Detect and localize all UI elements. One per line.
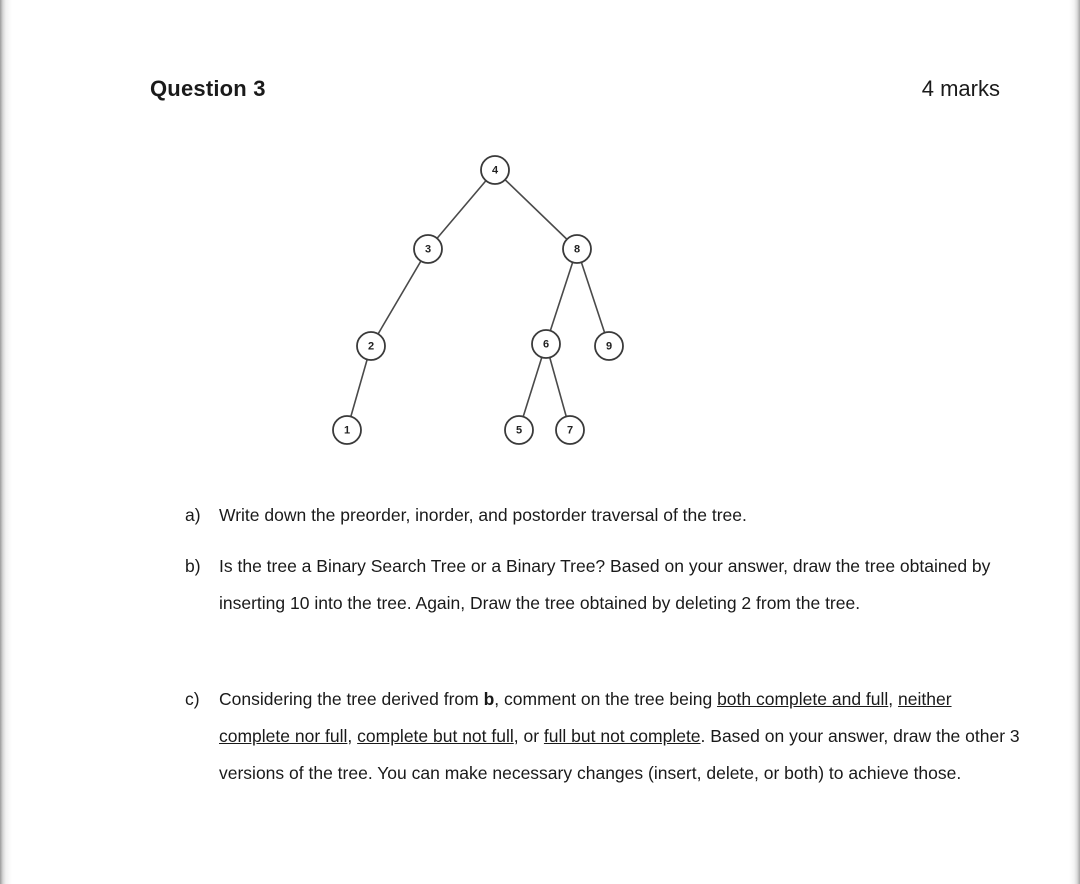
tree-node-2 <box>357 332 385 360</box>
part-c-sep-2: , <box>347 726 358 746</box>
tree-node-9 <box>595 332 623 360</box>
tree-edge-8-9 <box>577 249 609 346</box>
option-full-but-not-complete: full but not complete <box>543 726 701 746</box>
option-both-complete-and-full: both complete and full <box>717 689 889 709</box>
tree-node-label: 6 <box>542 338 550 351</box>
tree-node-label: 8 <box>573 243 581 256</box>
part-b-letter: b) <box>185 556 201 576</box>
part-c-ref-b: b <box>483 689 495 709</box>
part-a-letter: a) <box>185 505 201 525</box>
tree-node-label: 4 <box>491 164 499 177</box>
tree-node-8 <box>563 235 591 263</box>
tree-node-3 <box>414 235 442 263</box>
tree-edge-4-3 <box>428 170 495 249</box>
tree-node-1 <box>333 416 361 444</box>
tree-node-label: 7 <box>566 424 574 437</box>
tree-node-label: 1 <box>343 424 351 437</box>
tree-node-6 <box>532 330 560 358</box>
part-a <box>185 497 1025 534</box>
option-complete-but-not-full: complete but not full <box>357 726 514 746</box>
part-c-text-1: Considering the tree derived from <box>219 689 484 709</box>
tree-node-4 <box>481 156 509 184</box>
tree-node-label: 3 <box>424 243 432 256</box>
part-c-text <box>219 681 1025 792</box>
part-b-text: Is the tree a Binary Search Tree or a Binary Tree? Based on your answer, draw the tree obtained by inserting 10 into the tree. Again, Draw the tree obtained by deleting 2 from the tree. <box>219 556 991 613</box>
part-c-text-3: . Based on your answer, draw the other 3 versions of the tree. You can make necessary changes (insert, delete, or both) to achieve those. <box>219 726 1020 783</box>
part-c-text-2: , comment on the tree being <box>494 689 718 709</box>
tree-node-5 <box>505 416 533 444</box>
tree-edge-8-6 <box>546 249 577 344</box>
tree-node-label: 2 <box>367 340 375 353</box>
part-c-sep-3: , or <box>513 726 544 746</box>
part-c <box>185 681 1025 792</box>
tree-edge-4-8 <box>495 170 577 249</box>
tree-edge-3-2 <box>371 249 428 346</box>
part-c-sep-1: , <box>888 689 899 709</box>
option-neither-complete-nor-full: neither complete nor full <box>219 689 952 746</box>
tree-node-label: 9 <box>605 340 613 353</box>
question-title: Question 3 <box>150 76 266 101</box>
part-b <box>185 548 1025 622</box>
part-c-letter: c) <box>185 689 200 709</box>
tree-node-7 <box>556 416 584 444</box>
tree-node-label: 5 <box>515 424 523 437</box>
part-a-text: Write down the preorder, inorder, and postorder traversal of the tree. <box>219 505 747 525</box>
question-marks: 4 marks <box>921 76 1000 101</box>
